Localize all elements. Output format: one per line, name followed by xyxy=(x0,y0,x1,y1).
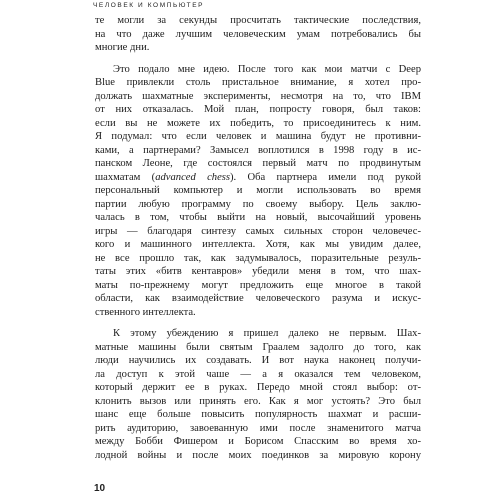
text-line: многие дни. xyxy=(95,42,150,53)
text-line: таты этих «битв кентавров» убедили меня в том, что шах- xyxy=(95,266,421,277)
text-line: если вы не можете их победить, то присоединитесь к ним. xyxy=(95,117,421,129)
running-head: ЧЕЛОВЕК И КОМПЬЮТЕР xyxy=(93,2,205,9)
text-line: те могли за секунды просчитать тактические последствия, xyxy=(95,15,421,26)
paragraph-2 xyxy=(95,63,421,320)
text-line: партии любую программу по своему выбору. Цель заклю- xyxy=(95,198,421,210)
text-line: персональный компьютер и могли использовать во время xyxy=(95,185,421,196)
text-line: от них отказалась. Мой план, попросту говоря, был таков: xyxy=(95,104,421,115)
text-line: шахматам (advanced chess). Оба партнера имели под рукой xyxy=(95,171,422,183)
text-line: на что даже лучшим человеческим умам потребовались бы xyxy=(95,28,421,40)
text-line: должать шахматные эксперименты, несмотря на то, что IBM xyxy=(95,90,421,102)
italic-term: advanced chess xyxy=(155,171,231,183)
text-line: ками, а партнерами? Замысел воплотился в 1998 году в ис- xyxy=(95,144,421,156)
text-line: ла доступ к этой чаше — а я оказался тем человеком, xyxy=(95,368,421,380)
page-number: 10 xyxy=(94,483,106,494)
text-line: Blue привлекли столь пристальное внимание, я хотел про- xyxy=(95,77,421,88)
text-line: панском Леоне, где состоялся первый матч по продвинутым xyxy=(95,158,421,169)
text-line: игры — благодаря синтезу самых сильных сторон человечес- xyxy=(95,225,421,237)
text-line: не все прошло так, как задумывалось, поразительные резуль- xyxy=(95,252,421,264)
text-line: области, как взаимодействие человеческого разума и искус- xyxy=(95,293,421,304)
text-line: между Бобби Фишером и Борисом Спасским во время хо- xyxy=(95,436,421,447)
text-line: ственного интеллекта. xyxy=(95,306,196,318)
text-line: лодной войны и после моих поединков за мировую корону xyxy=(95,449,421,461)
text-line: который держит ее в руках. Передо мной стоял выбор: от- xyxy=(95,382,421,393)
body-text xyxy=(95,14,421,462)
text-line: Это подало мне идею. После того как мои матчи с Deep xyxy=(113,63,421,75)
text-line: клонить вызов или принять его. Как я мог устоять? Это был xyxy=(95,395,421,407)
text-line: шанс еще больше повысить популярность шахмат и расши- xyxy=(95,409,421,420)
paragraph-3 xyxy=(95,327,421,462)
text-line: рить аудиторию, завоеванную ими после знаменитого матча xyxy=(95,422,421,434)
text-line: кого и машинного интеллекта. Хотя, как мы увидим далее, xyxy=(95,239,421,250)
text-line: матные машины были святым Граалем задолго до того, как xyxy=(95,341,421,353)
text-line: маты по-прежнему могут предложить еще многое в такой xyxy=(95,279,421,291)
text-line: Я подумал: что если человек и машина будут не противни- xyxy=(95,131,421,142)
text-line: люди научились их создавать. И вот наука наконец получи- xyxy=(95,355,421,366)
text-line: чалась в том, чтобы выйти на новый, высочайший уровень xyxy=(95,212,421,223)
text-line: К этому убеждению я пришел далеко не первым. Шах- xyxy=(113,328,421,339)
paragraph-1 xyxy=(95,14,421,55)
